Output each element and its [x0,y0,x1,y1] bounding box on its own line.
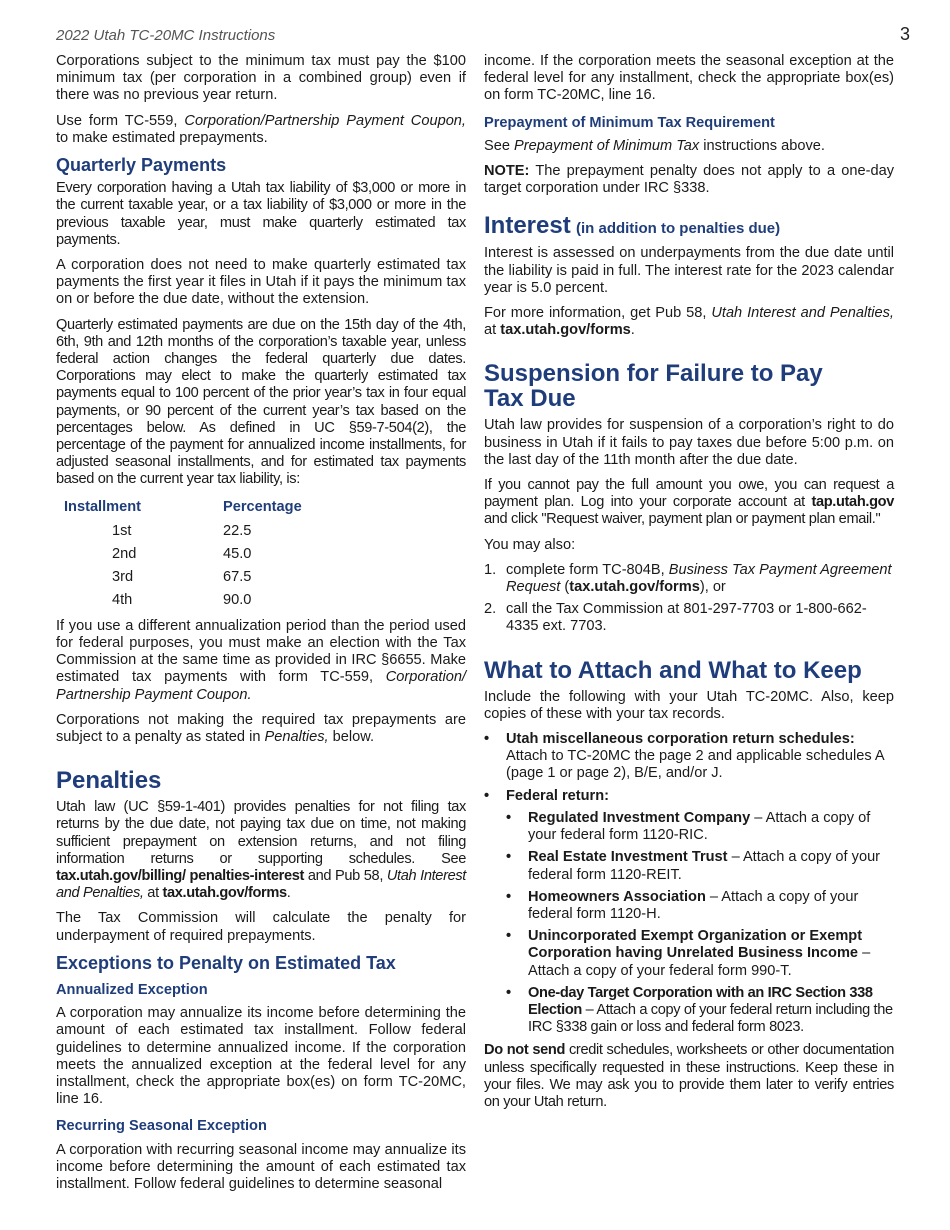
penalties-heading: Penalties [56,767,162,795]
ric-label: Regulated Investment Company [528,809,751,826]
list-number: 1. [484,561,497,578]
list-item [506,810,894,844]
penalties-text-2: and Pub 58, [304,867,387,884]
list-item [484,788,894,1037]
penalties-reference: Penalties, [264,728,329,745]
tc559-text-end: to make estimated prepayments. [56,129,268,146]
underpayment-paragraph: The Tax Commission will calculate the penalty for underpayment of required prepayments. [56,910,466,944]
interest-heading [484,212,894,240]
bullet: • [506,809,512,826]
seasonal-continued-paragraph: income. If the corporation meets the seasonal exception at the federal level for any installment, check the appropriate box(es) on form TC-20MC, line 16. [484,53,894,104]
list-item [506,849,894,883]
payment-coupon-name: Corporation/ Partnership Payment Coupon. [56,669,466,703]
bullet: • [506,888,512,905]
schedules-label: Utah miscellaneous corporation return schedules: [506,731,855,748]
interest-info-text-2: at [484,322,501,339]
reit-label: Real Estate Investment Trust [528,849,728,866]
penalties-text-3: at [143,885,163,902]
tc804b-title: Business Tax Payment Agreement Request [506,561,892,596]
suspension-heading [484,361,894,411]
installment-column-header: Installment [64,498,142,515]
do-not-send-label: Do not send [484,1042,566,1059]
first-year-paragraph: A corporation does not need to make quarterly estimated tax payments the first year it files in Utah if it pays the minimum tax on or before the due date, without the extension. [56,257,466,308]
annualization-election-paragraph [56,618,466,704]
schedules-text: Attach to TC-20MC the page 2 and applicable schedules A (page 1 or page 2), B/E, and/or J. [506,748,884,782]
percentage-cell: 45.0 [223,546,252,563]
note-text: The prepayment penalty does not apply to a one-day target corporation under IRC §338. [484,163,894,197]
list-item [506,928,894,980]
attach-keep-heading: What to Attach and What to Keep [484,656,862,684]
option1-text: complete form TC-804B, [506,561,669,578]
prepayment-see-paragraph [484,138,894,155]
quarterly-payments-heading: Quarterly Payments [56,155,227,176]
federal-return-label: Federal return: [506,787,609,804]
attach-intro-paragraph: Include the following with your Utah TC-20MC. Also, keep copies of these with your tax records. [484,688,894,722]
prepay-text: See [484,137,515,154]
penalties-interest-link[interactable]: tax.utah.gov/billing/ penalties-interest [56,867,305,884]
table-row [64,590,302,613]
interest-info-paragraph [484,305,894,339]
installment-cell: 4th [112,592,133,609]
do-not-send-paragraph [484,1042,894,1111]
list-item [506,889,894,923]
recurring-seasonal-heading: Recurring Seasonal Exception [56,1118,267,1135]
forms-link-3[interactable]: tax.utah.gov/forms [569,579,700,596]
pub58-title-2: Utah Interest and Penalties, [711,305,894,322]
table-row [64,567,302,590]
bullet: • [506,849,512,866]
exempt-org-text: – Attach a copy of your federal form 990-T. [528,945,871,979]
attach-list [484,731,894,1036]
pub58-title: Utah Interest and Penalties, [56,867,466,902]
percentage-cell: 67.5 [223,569,252,586]
running-header: 2022 Utah TC-20MC Instructions [56,27,276,44]
hoa-text: – Attach a copy of your federal form 1120-H. [528,888,859,922]
right-column [484,53,894,1119]
installment-cell: 3rd [112,569,134,586]
suspension-heading-line1: Suspension for Failure to Pay [484,360,823,388]
prepay-text-end: instructions above. [699,137,825,154]
suspension-heading-line2: Tax Due [484,385,576,413]
reit-text: – Attach a copy of your federal form 1120-REIT. [528,849,881,883]
bullet: • [506,984,512,1001]
installment-table [64,499,302,614]
exceptions-heading: Exceptions to Penalty on Estimated Tax [56,952,396,973]
prepay-ref: Prepayment of Minimum Tax [514,137,700,154]
target-corp-text: – Attach a copy of your federal return including the IRC §338 gain or loss and federal form 8023. [528,1001,893,1036]
prepayment-penalty-paragraph [56,712,466,746]
tc559-form-name: Corporation/Partnership Payment Coupon, [184,112,466,129]
recurring-seasonal-paragraph: A corporation with recurring seasonal income may annualize its income before determining the amount of each estimated tax installment. Follow federal guidelines to determine seasonal [56,1141,466,1192]
list-item [484,731,894,783]
interest-heading-main: Interest [484,212,571,240]
forms-link[interactable]: tax.utah.gov/forms [162,885,287,902]
options-list [484,562,894,636]
prepayment-text: Corporations not making the required tax prepayments are subject to a penalty as stated in [56,711,466,745]
do-not-send-text: credit schedules, worksheets or other documentation unless specifically requested in these instructions. Keep these in your files. We may ask you to provide them later to verify entries on your Utah return. [484,1042,895,1110]
annualized-exception-paragraph: A corporation may annualize its income before determining the amount of each estimated tax installment. Follow federal guidelines to determine annualized income. If the corporation meets the annualized exception at the federal level for any installment, check the appropriate box(es) on form TC-20MC, line 16. [56,1005,466,1108]
you-may-also: You may also: [484,536,576,553]
interest-info-end: . [630,322,635,339]
interest-paragraph: Interest is assessed on underpayments from the due date until the liability is paid in full. The interest rate for the 2023 calendar year is 5.0 percent. [484,245,894,296]
left-column [56,53,466,1201]
option1-end: ), or [699,579,726,596]
bullet: • [484,787,490,804]
target-corp-label: One-day Target Corporation with an IRC Section 338 Election [528,984,873,1018]
exempt-org-label: Unincorporated Exempt Organization or Exempt Corporation having Unrelated Business Income [528,928,863,962]
annualized-exception-heading: Annualized Exception [56,981,208,998]
percentage-column-header: Percentage [223,498,302,515]
tc559-text: Use form TC-559, [56,112,185,129]
installment-cell: 2nd [112,546,137,563]
option2-text: call the Tax Commission at 801-297-7703 or 1-800-662-4335 ext. 7703. [506,601,867,635]
installment-cell: 1st [112,522,132,539]
prepayment-text-end: below. [328,728,375,745]
table-row [64,544,302,567]
annualization-text: If you use a different annualization period than the period used for federal purposes, you must make an election with the Tax Commission at the same time as provided in IRC §6655. Make estimated tax payments with form TC-559, [56,617,466,686]
payment-plan-paragraph [484,477,894,529]
penalties-paragraph [56,799,466,902]
prepayment-minimum-tax-heading: Prepayment of Minimum Tax Requirement [484,114,775,131]
list-item [484,562,894,596]
federal-return-sublist [506,810,894,1036]
payment-plan-text: If you cannot pay the full amount you owe, you can request a payment plan. Log into your corporate account at [484,477,894,511]
quarterly-liability-paragraph: Every corporation having a Utah tax liability of $3,000 or more in the current taxable year, or a tax liability of $3,000 or more in the previous taxable year, must make quarterly estimated tax payments. [56,180,466,248]
forms-link-2[interactable]: tax.utah.gov/forms [500,322,631,339]
list-number: 2. [484,601,497,618]
minimum-tax-paragraph: Corporations subject to the minimum tax must pay the $100 minimum tax (per corporation in a combined group) even if there was no previous year return. [56,53,466,104]
payment-plan-text-end: and click "Request waiver, payment plan or payment plan email." [484,511,881,528]
ric-text: – Attach a copy of your federal form 1120-RIC. [528,809,871,844]
tc559-paragraph [56,113,466,147]
interest-info-text: For more information, get Pub 58, [484,305,712,322]
page-number: 3 [899,24,910,44]
list-item [484,601,894,635]
note-paragraph [484,163,894,197]
bullet: • [506,928,512,945]
percentage-cell: 22.5 [223,522,252,539]
hoa-label: Homeowners Association [528,888,706,905]
interest-heading-sub: (in addition to penalties due) [575,220,781,238]
due-dates-paragraph: Quarterly estimated payments are due on the 15th day of the 4th, 6th, 9th and 12th months of the corporation’s taxable year, unless federal action changes the federal quarterly due dates. Corporations may elect to make the quarterly estimated tax payments equal to 100 percent of the prior year’s tax in four equal payments, or 90 percent of the current year’s tax based on the percentages below. As defined in UC §59-7-504(2), the percentage of the payment for annualized income installments, for adjusted seasonal installments, and for estimated tax payments based on the current year tax liability, is: [56,316,466,488]
penalties-text-end: . [286,885,291,902]
option1-paren: ( [560,579,570,596]
suspension-paragraph: Utah law provides for suspension of a corporation’s right to do business in Utah if it fails to pay taxes due before 5:00 p.m. on the last day of the 11th month after the due date. [484,417,894,468]
tap-link[interactable]: tap.utah.gov [811,494,894,511]
penalties-text: Utah law (UC §59-1-401) provides penalties for not filing tax returns by the due date, not paying tax due on time, not making sufficient prepayment on extension returns, and not filing information returns or supporting schedules. See [56,799,466,867]
table-row [64,521,302,544]
percentage-cell: 90.0 [223,592,252,609]
list-item [506,985,894,1037]
note-label: NOTE: [484,163,530,180]
bullet: • [484,731,490,748]
